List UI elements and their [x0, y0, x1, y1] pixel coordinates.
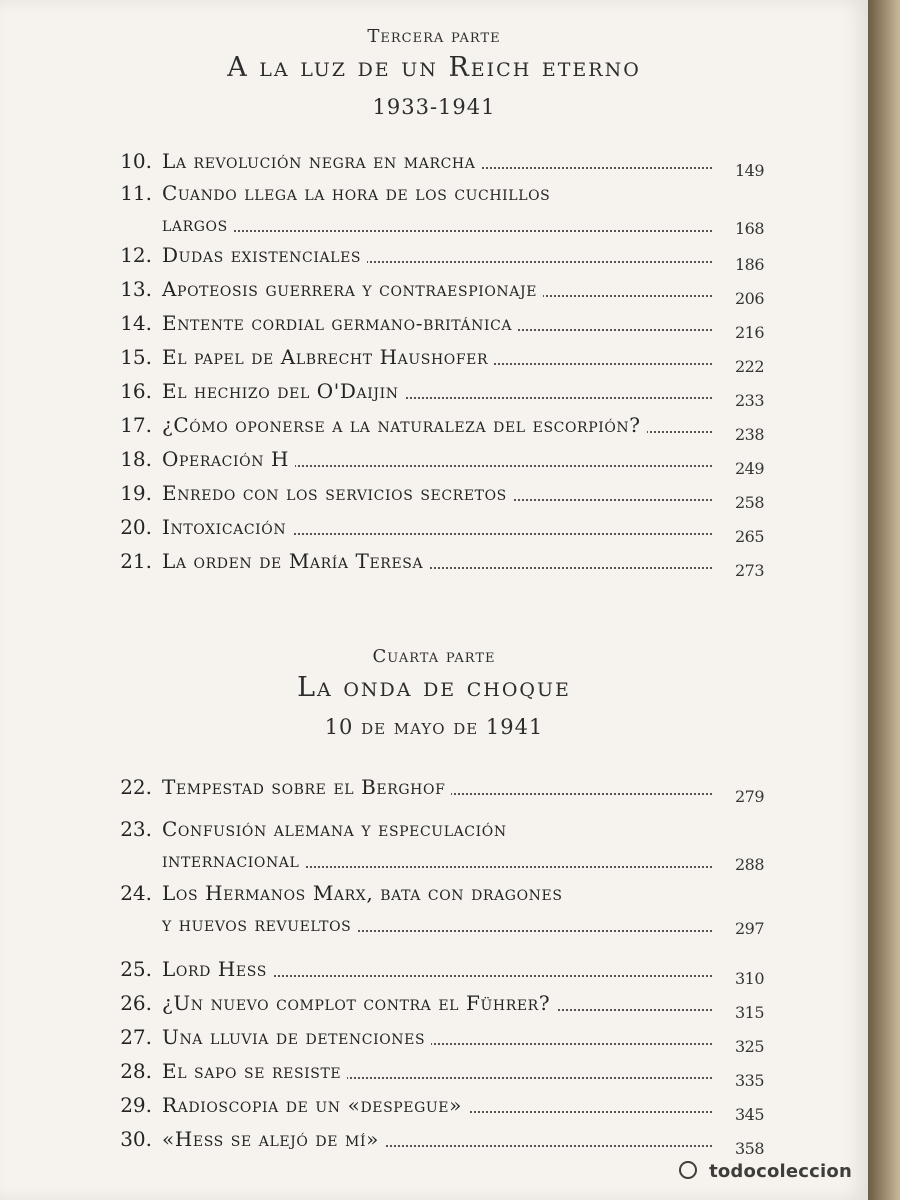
toc-entry — [104, 544, 764, 578]
chapter-title: Operación H — [162, 442, 295, 476]
toc-entry — [104, 144, 764, 178]
chapter-number: 18. — [120, 447, 152, 471]
chapter-number: 26. — [120, 991, 152, 1015]
chapter-number: 13. — [120, 277, 152, 301]
toc-entry — [104, 476, 764, 510]
page-number: 358 — [734, 1139, 764, 1158]
page-number: 265 — [734, 527, 764, 546]
chapter-number: 11. — [120, 181, 152, 205]
chapter-title: Los Hermanos Marx, bata con dragones — [162, 876, 569, 910]
chapter-title: La orden de María Teresa — [162, 544, 429, 578]
page-number: 345 — [734, 1105, 764, 1124]
toc-entry — [104, 408, 764, 442]
chapter-number: 30. — [120, 1127, 152, 1151]
toc-entry — [104, 272, 764, 306]
chapter-title: Enredo con los servicios secretos — [162, 476, 513, 510]
page-number: 238 — [734, 425, 764, 444]
chapter-number: 16. — [120, 379, 152, 403]
chapter-number: 22. — [120, 775, 152, 799]
chapter-number: 23. — [120, 817, 152, 841]
chapter-title-continuation: largos — [162, 207, 234, 241]
page-number: 216 — [734, 323, 764, 342]
page-number: 168 — [734, 219, 764, 238]
chapter-title: Radioscopia de un «despegue» — [162, 1088, 468, 1122]
chapter-title: El sapo se resiste — [162, 1054, 347, 1088]
toc-entry — [104, 770, 764, 804]
watermark — [679, 1161, 852, 1182]
toc-entry — [104, 986, 764, 1020]
chapter-title: Confusión alemana y especulación — [162, 812, 513, 846]
page-number: 325 — [734, 1037, 764, 1056]
part-four-title: La onda de choque — [297, 672, 571, 703]
toc-entry — [104, 1122, 764, 1156]
page-number: 279 — [734, 787, 764, 806]
chapter-title: Una lluvia de detenciones — [162, 1020, 431, 1054]
page-number: 297 — [734, 919, 764, 938]
chapter-title: «Hess se alejó de mí» — [162, 1122, 385, 1156]
page-edge — [868, 0, 900, 1200]
page-number: 258 — [734, 493, 764, 512]
page-number: 149 — [734, 161, 764, 180]
chapter-title: El papel de Albrecht Haushofer — [162, 340, 494, 374]
chapter-title: Cuando llega la hora de los cuchillos — [162, 176, 556, 210]
toc-entry — [104, 1020, 764, 1054]
toc-entry — [104, 952, 764, 986]
chapter-number: 12. — [120, 243, 152, 267]
chapter-title-continuation: internacional — [162, 843, 305, 877]
chapter-number: 15. — [120, 345, 152, 369]
page-number: 249 — [734, 459, 764, 478]
leader-dots — [162, 230, 712, 232]
chapter-number: 25. — [120, 957, 152, 981]
chapter-title: ¿Un nuevo complot contra el Führer? — [162, 986, 556, 1020]
chapter-title: Entente cordial germano-británica — [162, 306, 518, 340]
chapter-title: Apoteosis guerrera y contraespionaje — [162, 272, 543, 306]
part-four-label: Cuarta parte — [372, 646, 496, 667]
chapter-number: 17. — [120, 413, 152, 437]
chapter-number: 21. — [120, 549, 152, 573]
toc-entry — [104, 812, 764, 874]
chapter-number: 28. — [120, 1059, 152, 1083]
toc-entry — [104, 1088, 764, 1122]
chapter-number: 20. — [120, 515, 152, 539]
chapter-number: 24. — [120, 881, 152, 905]
watermark-text: todocoleccion — [709, 1161, 852, 1182]
chapter-number: 14. — [120, 311, 152, 335]
chapter-number: 29. — [120, 1093, 152, 1117]
toc-entry — [104, 1054, 764, 1088]
page-number: 335 — [734, 1071, 764, 1090]
toc-entry — [104, 374, 764, 408]
chapter-title-continuation: y huevos revueltos — [162, 907, 357, 941]
part-three-label: Tercera parte — [367, 26, 501, 47]
chapter-title: Lord Hess — [162, 952, 273, 986]
chapter-number: 27. — [120, 1025, 152, 1049]
watermark-logo-icon — [679, 1161, 697, 1179]
chapter-title: El hechizo del O'Daijin — [162, 374, 405, 408]
chapter-title: Dudas existenciales — [162, 238, 367, 272]
page-number: 273 — [734, 561, 764, 580]
chapter-number: 19. — [120, 481, 152, 505]
part-four-dates: 10 de mayo de 1941 — [324, 715, 544, 739]
toc-entry — [104, 340, 764, 374]
part-three-dates: 1933-1941 — [372, 95, 496, 119]
toc-entry — [104, 306, 764, 340]
chapter-title: ¿Cómo oponerse a la naturaleza del escorpión? — [162, 408, 647, 442]
toc-entry — [104, 442, 764, 476]
chapter-number: 10. — [120, 149, 152, 173]
page-number: 288 — [734, 855, 764, 874]
chapter-title: Intoxicación — [162, 510, 292, 544]
page-number: 186 — [734, 255, 764, 274]
chapter-title: La revolución negra en marcha — [162, 144, 481, 178]
toc-entry — [104, 876, 764, 938]
chapter-title: Tempestad sobre el Berghof — [162, 770, 451, 804]
toc-entry — [104, 176, 764, 238]
page-number: 206 — [734, 289, 764, 308]
page-number: 310 — [734, 969, 764, 988]
page-number: 222 — [734, 357, 764, 376]
toc-entry — [104, 238, 764, 272]
toc-entry — [104, 510, 764, 544]
page-number: 233 — [734, 391, 764, 410]
part-three-title: A la luz de un Reich eterno — [227, 52, 641, 83]
page-number: 315 — [734, 1003, 764, 1022]
